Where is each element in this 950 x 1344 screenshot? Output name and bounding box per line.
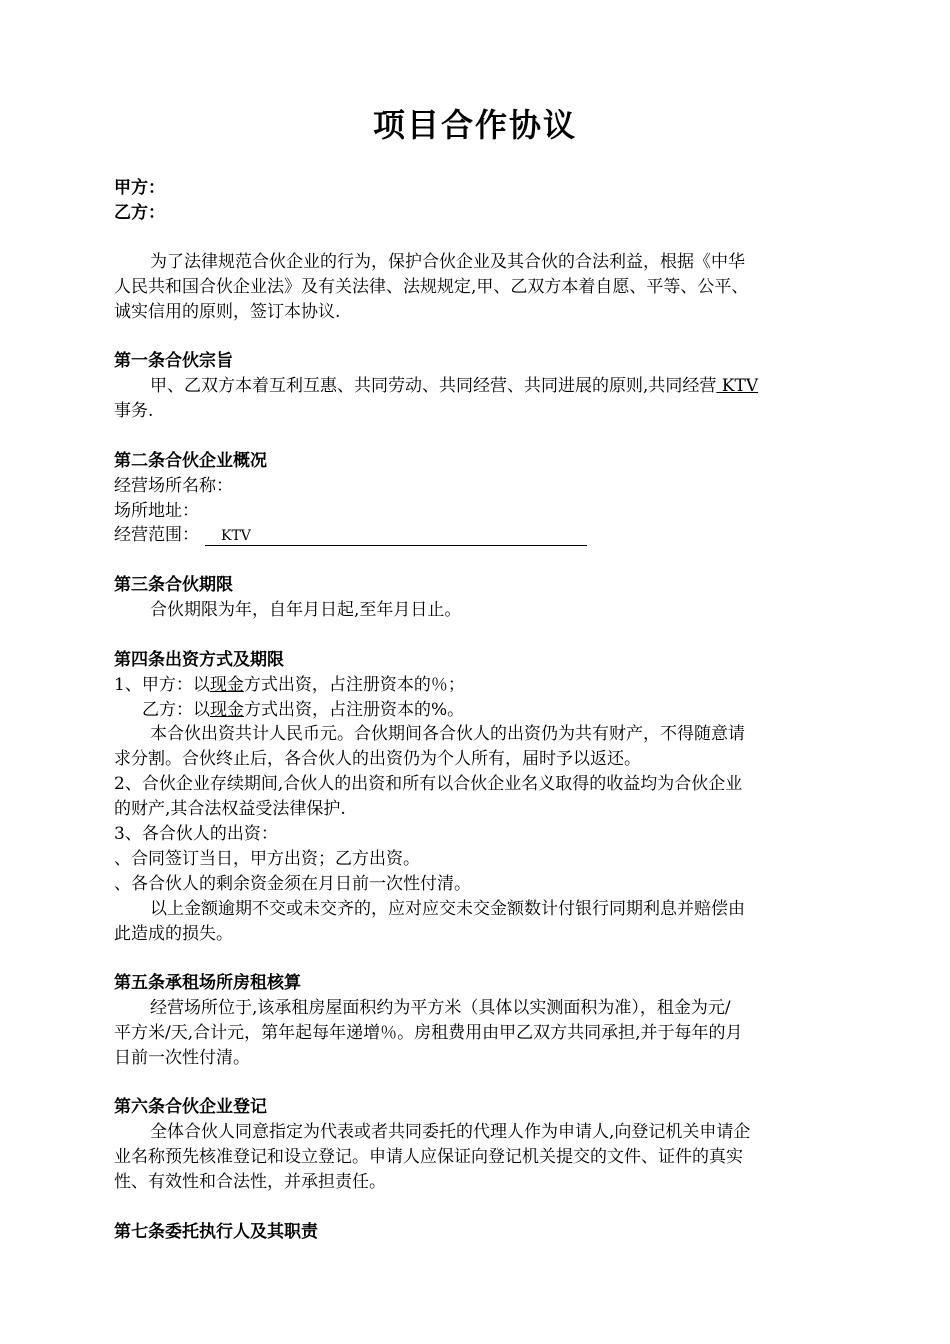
party-a-contribution-prefix: 1、甲方：以 (114, 675, 210, 695)
article-4-item-2-line-2: 的财产,其合法权益受法律保护. (114, 799, 346, 819)
article-4-item-3-b: 、各合伙人的剩余资金须在月日前一次性付清。 (114, 874, 471, 894)
article-6-line-1: 全体合伙人同意指定为代表或者共同委托的代理人作为申请人,向登记机关申请企 (150, 1122, 751, 1142)
total-contribution-line-1: 本合伙出资共计人民币元。合伙期间各合伙人的出资仍为共有财产，不得随意请 (150, 724, 745, 744)
party-a-contribution-suffix: 方式出资，占注册资本的％； (243, 675, 465, 695)
party-a-contribution (114, 673, 834, 698)
article-5-line-3: 日前一次性付清。 (114, 1048, 250, 1068)
article-5-line-2: 平方米/天,合计元，第年起每年递增％。房租费用由甲乙双方共同承担,并于每年的月 (114, 1023, 743, 1043)
article-1-line-1 (114, 374, 870, 399)
preamble-line-1: 为了法律规范合伙企业的行为，保护合伙企业及其合伙的合法利益，根据《中华 (150, 252, 745, 272)
article-1-business-underlined: KTV (716, 376, 759, 396)
article-2-heading: 第二条合伙企业概况 (114, 451, 267, 471)
total-contribution-line-2: 求分割。合伙终止后，各合伙人的出资仍为个人所有，届时予以返还。 (114, 749, 641, 769)
article-4-heading: 第四条出资方式及期限 (114, 650, 284, 670)
article-1-text: 甲、乙双方本着互利互惠、共同劳动、共同经营、共同进展的原则,共同经营 (150, 376, 717, 396)
article-5-heading: 第五条承租场所房租核算 (114, 973, 301, 993)
business-scope-label: 经营范围： (114, 525, 199, 545)
venue-address-label: 场所地址： (114, 501, 199, 521)
article-6-heading: 第六条合伙企业登记 (114, 1097, 267, 1117)
party-b-contribution (114, 698, 862, 723)
article-3-heading: 第三条合伙期限 (114, 575, 233, 595)
article-1-heading: 第一条合伙宗旨 (114, 351, 233, 371)
preamble-line-2: 人民共和国合伙企业法》及有关法律、法规规定,甲、乙双方本着自愿、平等、公平、 (114, 277, 749, 297)
party-b-contribution-prefix: 乙方：以 (142, 700, 210, 720)
article-3-text: 合伙期限为年，自年月日起,至年月日止。 (150, 600, 462, 620)
document-title: 项目合作协议 (372, 106, 577, 144)
article-1-line-2: 事务. (114, 401, 154, 421)
article-4-item-2-line-1: 2、合伙企业存续期间,合伙人的出资和所有以合伙企业名义取得的收益均为合伙企业 (114, 774, 743, 794)
party-a-contribution-method: 现金 (209, 675, 244, 695)
party-b-label: 乙方： (114, 203, 165, 223)
venue-name-label: 经营场所名称： (114, 476, 233, 496)
business-scope-value: KTV (205, 527, 587, 546)
business-scope-row (114, 523, 834, 548)
article-6-line-3: 性、有效性和合法性，并承担责任。 (114, 1172, 386, 1192)
article-4-item-3-a: 、合同签订当日，甲方出资；乙方出资。 (114, 849, 420, 869)
overdue-line-1: 以上金额逾期不交或未交齐的，应对应交未交金额数计付银行同期利息并赔偿由 (150, 899, 745, 919)
party-b-contribution-suffix: 方式出资，占注册资本的%。 (244, 700, 465, 720)
article-6-line-2: 业名称预先核准登记和设立登记。申请人应保证向登记机关提交的文件、证件的真实 (114, 1147, 743, 1167)
party-b-contribution-method: 现金 (210, 700, 244, 720)
article-5-line-1: 经营场所位于,该承租房屋面积约为平方米（具体以实测面积为准），租金为元/ (150, 998, 731, 1018)
party-a-label: 甲方： (114, 178, 165, 198)
article-4-item-3: 3、各合伙人的出资： (114, 824, 278, 844)
preamble-line-3: 诚实信用的原则，签订本协议. (114, 302, 341, 322)
overdue-line-2: 此造成的损失。 (114, 924, 233, 944)
article-7-heading: 第七条委托执行人及其职责 (114, 1222, 318, 1242)
